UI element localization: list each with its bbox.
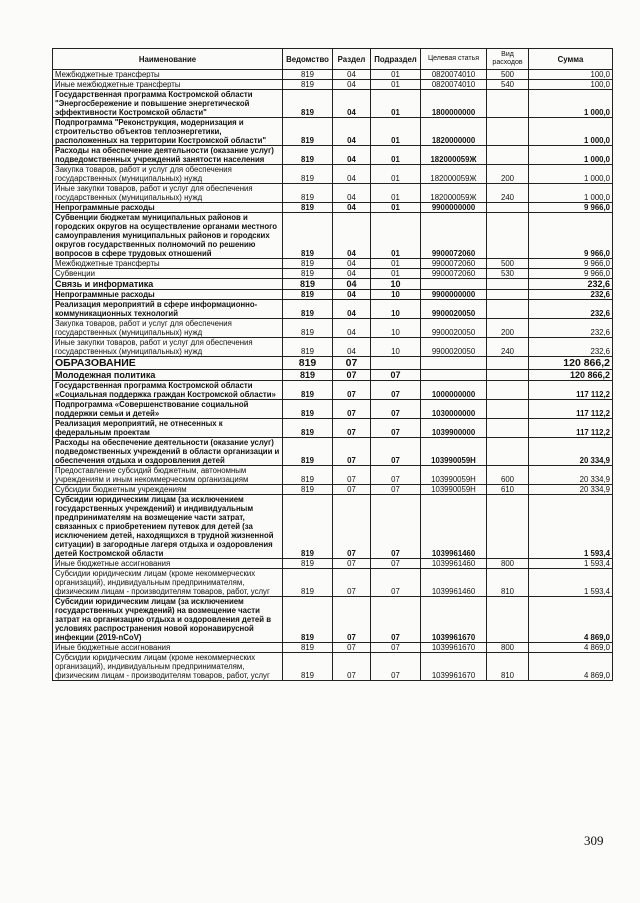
header-dept: Ведомство (283, 49, 333, 70)
cell-exp-type: 200 (487, 165, 529, 184)
cell-section: 04 (333, 203, 371, 213)
cell-exp-type: 240 (487, 338, 529, 357)
cell-subsection: 07 (371, 559, 421, 569)
cell-name: Субсидии юридическим лицам (за исключением государственных учреждений) на возмещение части затрат на организацию отдыха и оздоровления детей в условиях распространения новой коронавирусной инфекции (2019-nCoV) (53, 597, 283, 643)
cell-section: 04 (333, 165, 371, 184)
cell-exp-type: 540 (487, 80, 529, 90)
cell-exp-type: 610 (487, 485, 529, 495)
cell-target: 1030000000 (421, 400, 487, 419)
cell-name: Субвенции бюджетам муниципальных районов и городских округов на осуществление органами местного самоуправления муниципальных районов и городских округов государственных полномочий по решению вопросов в сфере трудовых отношений (53, 213, 283, 259)
table-row (53, 146, 613, 165)
cell-dept: 819 (283, 370, 333, 381)
cell-name: ОБРАЗОВАНИЕ (53, 357, 283, 370)
cell-name: Межбюджетные трансферты (53, 259, 283, 269)
cell-sum: 1 000,0 (529, 90, 613, 118)
cell-sum: 120 866,2 (529, 370, 613, 381)
table-row (53, 438, 613, 466)
cell-sum: 4 869,0 (529, 597, 613, 643)
cell-sum: 20 334,9 (529, 485, 613, 495)
cell-subsection: 07 (371, 466, 421, 485)
cell-exp-type (487, 146, 529, 165)
cell-name: Расходы на обеспечение деятельности (оказание услуг) подведомственных учреждений в области организации и обеспечения отдыха и оздоровления детей (53, 438, 283, 466)
header-target: Целевая статья (421, 49, 487, 70)
cell-subsection: 10 (371, 338, 421, 357)
cell-name: Субсидии юридическим лицам (кроме некоммерческих организаций), индивидуальным предпринимателям, физическим лицам - производителям товаров, работ, услуг (53, 653, 283, 681)
cell-name: Непрограммные расходы (53, 290, 283, 300)
table-row (53, 269, 613, 279)
cell-dept: 819 (283, 118, 333, 146)
cell-section: 04 (333, 319, 371, 338)
cell-exp-type (487, 419, 529, 438)
budget-table (52, 48, 613, 681)
table-row (53, 338, 613, 357)
cell-dept: 819 (283, 643, 333, 653)
header-exp-type: Вид расходов (487, 49, 529, 70)
cell-subsection: 01 (371, 269, 421, 279)
cell-subsection: 10 (371, 300, 421, 319)
cell-subsection: 01 (371, 184, 421, 203)
cell-section: 04 (333, 259, 371, 269)
table-row (53, 279, 613, 290)
cell-dept: 819 (283, 419, 333, 438)
cell-name: Связь и информатика (53, 279, 283, 290)
cell-subsection: 01 (371, 165, 421, 184)
cell-target (421, 357, 487, 370)
cell-exp-type: 530 (487, 269, 529, 279)
cell-name: Субвенции (53, 269, 283, 279)
table-row (53, 203, 613, 213)
cell-target: 103990059Н (421, 485, 487, 495)
cell-section: 04 (333, 70, 371, 80)
table-row (53, 319, 613, 338)
cell-exp-type (487, 370, 529, 381)
cell-section: 04 (333, 290, 371, 300)
cell-section: 04 (333, 279, 371, 290)
table-row (53, 70, 613, 80)
cell-name: Реализация мероприятий, не отнесенных к федеральным проектам (53, 419, 283, 438)
table-header-row (53, 49, 613, 70)
cell-subsection: 01 (371, 259, 421, 269)
cell-target: 1800000000 (421, 90, 487, 118)
cell-target: 9900072060 (421, 213, 487, 259)
cell-target: 1039961670 (421, 597, 487, 643)
cell-dept: 819 (283, 80, 333, 90)
table-row (53, 495, 613, 559)
cell-exp-type (487, 357, 529, 370)
cell-sum: 1 000,0 (529, 165, 613, 184)
cell-sum: 1 593,4 (529, 559, 613, 569)
cell-sum: 232,6 (529, 279, 613, 290)
cell-subsection: 07 (371, 370, 421, 381)
cell-section: 04 (333, 338, 371, 357)
cell-section: 07 (333, 357, 371, 370)
cell-exp-type: 810 (487, 653, 529, 681)
cell-name: Подпрограмма "Реконструкция, модернизация и строительство объектов теплоэнергетики, расположенных на территории Костромской области" (53, 118, 283, 146)
header-section: Раздел (333, 49, 371, 70)
cell-name: Закупка товаров, работ и услуг для обеспечения государственных (муниципальных) нужд (53, 165, 283, 184)
cell-dept: 819 (283, 438, 333, 466)
cell-subsection: 01 (371, 90, 421, 118)
table-row (53, 184, 613, 203)
budget-table-container (52, 48, 612, 681)
table-row (53, 653, 613, 681)
cell-section: 07 (333, 597, 371, 643)
table-row (53, 400, 613, 419)
cell-sum: 1 593,4 (529, 569, 613, 597)
cell-subsection: 10 (371, 290, 421, 300)
cell-sum: 20 334,9 (529, 438, 613, 466)
cell-target (421, 370, 487, 381)
cell-dept: 819 (283, 653, 333, 681)
table-row (53, 357, 613, 370)
cell-exp-type: 500 (487, 70, 529, 80)
cell-section: 04 (333, 90, 371, 118)
cell-sum: 1 000,0 (529, 118, 613, 146)
cell-subsection: 07 (371, 381, 421, 400)
cell-dept: 819 (283, 597, 333, 643)
cell-dept: 819 (283, 259, 333, 269)
cell-target: 1039961670 (421, 653, 487, 681)
cell-subsection: 07 (371, 438, 421, 466)
cell-sum: 20 334,9 (529, 466, 613, 485)
cell-name: Иные бюджетные ассигнования (53, 559, 283, 569)
cell-subsection: 01 (371, 146, 421, 165)
cell-dept: 819 (283, 90, 333, 118)
cell-exp-type (487, 279, 529, 290)
cell-target: 0820074010 (421, 80, 487, 90)
cell-dept: 819 (283, 485, 333, 495)
cell-exp-type: 240 (487, 184, 529, 203)
header-subsection: Подраздел (371, 49, 421, 70)
cell-exp-type (487, 438, 529, 466)
cell-subsection: 01 (371, 203, 421, 213)
cell-target: 9900072060 (421, 259, 487, 269)
cell-dept: 819 (283, 381, 333, 400)
table-row (53, 118, 613, 146)
cell-sum: 100,0 (529, 70, 613, 80)
cell-section: 07 (333, 419, 371, 438)
cell-sum: 232,6 (529, 290, 613, 300)
cell-target: 9900000000 (421, 290, 487, 300)
cell-target: 9900020050 (421, 338, 487, 357)
cell-section: 07 (333, 653, 371, 681)
table-row (53, 643, 613, 653)
table-row (53, 569, 613, 597)
cell-sum: 232,6 (529, 300, 613, 319)
cell-subsection: 07 (371, 400, 421, 419)
cell-section: 07 (333, 569, 371, 597)
cell-dept: 819 (283, 338, 333, 357)
cell-section: 07 (333, 370, 371, 381)
cell-exp-type (487, 597, 529, 643)
cell-section: 04 (333, 213, 371, 259)
cell-dept: 819 (283, 357, 333, 370)
table-row (53, 290, 613, 300)
cell-dept: 819 (283, 70, 333, 80)
cell-name: Государственная программа Костромской области "Энергосбережение и повышение энергетической эффективности Костромской области" (53, 90, 283, 118)
cell-section: 04 (333, 118, 371, 146)
cell-exp-type: 800 (487, 643, 529, 653)
cell-sum: 117 112,2 (529, 381, 613, 400)
cell-sum: 1 593,4 (529, 495, 613, 559)
cell-target: 182000059Ж (421, 146, 487, 165)
header-sum: Сумма (529, 49, 613, 70)
table-row (53, 80, 613, 90)
cell-name: Непрограммные расходы (53, 203, 283, 213)
cell-sum: 4 869,0 (529, 653, 613, 681)
cell-sum: 117 112,2 (529, 419, 613, 438)
cell-section: 07 (333, 485, 371, 495)
cell-target: 9900020050 (421, 300, 487, 319)
cell-exp-type (487, 400, 529, 419)
cell-target: 9900072060 (421, 269, 487, 279)
cell-section: 04 (333, 269, 371, 279)
cell-subsection: 07 (371, 643, 421, 653)
cell-target: 1000000000 (421, 381, 487, 400)
cell-target: 1039961670 (421, 643, 487, 653)
cell-subsection: 01 (371, 213, 421, 259)
cell-dept: 819 (283, 300, 333, 319)
table-row (53, 259, 613, 269)
table-row (53, 300, 613, 319)
cell-subsection: 07 (371, 569, 421, 597)
cell-exp-type: 500 (487, 259, 529, 269)
cell-section: 04 (333, 80, 371, 90)
cell-exp-type: 810 (487, 569, 529, 597)
cell-section: 04 (333, 146, 371, 165)
cell-dept: 819 (283, 213, 333, 259)
table-row (53, 559, 613, 569)
table-row (53, 90, 613, 118)
table-row (53, 165, 613, 184)
cell-exp-type (487, 213, 529, 259)
cell-target: 103990059Н (421, 466, 487, 485)
cell-sum: 4 869,0 (529, 643, 613, 653)
cell-exp-type: 600 (487, 466, 529, 485)
table-row (53, 213, 613, 259)
cell-target: 0820074010 (421, 70, 487, 80)
cell-subsection (371, 357, 421, 370)
table-row (53, 419, 613, 438)
cell-exp-type (487, 90, 529, 118)
cell-section: 07 (333, 559, 371, 569)
cell-name: Иные бюджетные ассигнования (53, 643, 283, 653)
cell-subsection: 07 (371, 597, 421, 643)
cell-dept: 819 (283, 269, 333, 279)
cell-target: 9900000000 (421, 203, 487, 213)
cell-target: 1039961460 (421, 495, 487, 559)
cell-sum: 1 000,0 (529, 146, 613, 165)
cell-name: Расходы на обеспечение деятельности (оказание услуг) подведомственных учреждений занятости населения (53, 146, 283, 165)
cell-exp-type: 200 (487, 319, 529, 338)
cell-exp-type (487, 381, 529, 400)
cell-sum: 120 866,2 (529, 357, 613, 370)
cell-sum: 232,6 (529, 338, 613, 357)
cell-target: 1039961460 (421, 559, 487, 569)
cell-target (421, 279, 487, 290)
cell-subsection: 07 (371, 653, 421, 681)
cell-target: 182000059Ж (421, 165, 487, 184)
cell-section: 04 (333, 184, 371, 203)
cell-exp-type (487, 290, 529, 300)
cell-dept: 819 (283, 184, 333, 203)
cell-dept: 819 (283, 279, 333, 290)
cell-section: 07 (333, 381, 371, 400)
cell-sum: 9 966,0 (529, 259, 613, 269)
cell-subsection: 07 (371, 419, 421, 438)
cell-exp-type (487, 203, 529, 213)
cell-section: 07 (333, 466, 371, 485)
cell-name: Молодежная политика (53, 370, 283, 381)
cell-name: Реализация мероприятий в сфере информационно-коммуникационных технологий (53, 300, 283, 319)
cell-name: Иные закупки товаров, работ и услуг для обеспечения государственных (муниципальных) нужд (53, 338, 283, 357)
cell-section: 07 (333, 438, 371, 466)
cell-exp-type (487, 118, 529, 146)
cell-name: Субсидии юридическим лицам (за исключением государственных учреждений) и индивидуальным предпринимателям на возмещение части затрат, связанных с приобретением путевок для детей (за исключением детей, находящихся в трудной жизненной ситуации) в загородные лагеря отдыха и оздоровления детей Костромской области (53, 495, 283, 559)
cell-name: Субсидии юридическим лицам (кроме некоммерческих организаций), индивидуальным предпринимателям, физическим лицам - производителям товаров, работ, услуг (53, 569, 283, 597)
table-row (53, 370, 613, 381)
cell-sum: 117 112,2 (529, 400, 613, 419)
cell-target: 1820000000 (421, 118, 487, 146)
cell-dept: 819 (283, 319, 333, 338)
cell-section: 07 (333, 495, 371, 559)
cell-dept: 819 (283, 146, 333, 165)
cell-target: 182000059Ж (421, 184, 487, 203)
cell-subsection: 10 (371, 279, 421, 290)
cell-subsection: 01 (371, 80, 421, 90)
table-row (53, 485, 613, 495)
cell-sum: 232,6 (529, 319, 613, 338)
cell-dept: 819 (283, 400, 333, 419)
table-row (53, 381, 613, 400)
cell-sum: 100,0 (529, 80, 613, 90)
cell-name: Закупка товаров, работ и услуг для обеспечения государственных (муниципальных) нужд (53, 319, 283, 338)
cell-name: Иные межбюджетные трансферты (53, 80, 283, 90)
header-name: Наименование (53, 49, 283, 70)
cell-name: Государственная программа Костромской области «Социальная поддержка граждан Костромской области» (53, 381, 283, 400)
cell-dept: 819 (283, 569, 333, 597)
cell-subsection: 10 (371, 319, 421, 338)
table-row (53, 466, 613, 485)
cell-name: Подпрограмма «Совершенствование социальной поддержки семьи и детей» (53, 400, 283, 419)
cell-section: 04 (333, 300, 371, 319)
cell-sum: 1 000,0 (529, 184, 613, 203)
cell-name: Иные закупки товаров, работ и услуг для обеспечения государственных (муниципальных) нужд (53, 184, 283, 203)
cell-subsection: 07 (371, 495, 421, 559)
cell-exp-type (487, 495, 529, 559)
cell-name: Субсидии бюджетным учреждениям (53, 485, 283, 495)
cell-name: Межбюджетные трансферты (53, 70, 283, 80)
table-body (53, 70, 613, 681)
cell-sum: 9 966,0 (529, 203, 613, 213)
table-row (53, 597, 613, 643)
cell-target: 1039900000 (421, 419, 487, 438)
cell-exp-type: 800 (487, 559, 529, 569)
cell-subsection: 01 (371, 118, 421, 146)
cell-subsection: 07 (371, 485, 421, 495)
cell-target: 103990059Н (421, 438, 487, 466)
cell-dept: 819 (283, 559, 333, 569)
cell-dept: 819 (283, 495, 333, 559)
cell-target: 1039961460 (421, 569, 487, 597)
cell-sum: 9 966,0 (529, 213, 613, 259)
cell-section: 07 (333, 643, 371, 653)
cell-dept: 819 (283, 466, 333, 485)
cell-section: 07 (333, 400, 371, 419)
cell-sum: 9 966,0 (529, 269, 613, 279)
cell-subsection: 01 (371, 70, 421, 80)
cell-dept: 819 (283, 203, 333, 213)
cell-dept: 819 (283, 165, 333, 184)
cell-dept: 819 (283, 290, 333, 300)
cell-name: Предоставление субсидий бюджетным, автономным учреждениям и иным некоммерческим организациям (53, 466, 283, 485)
page-number: 309 (584, 833, 604, 848)
cell-target: 9900020050 (421, 319, 487, 338)
cell-exp-type (487, 300, 529, 319)
